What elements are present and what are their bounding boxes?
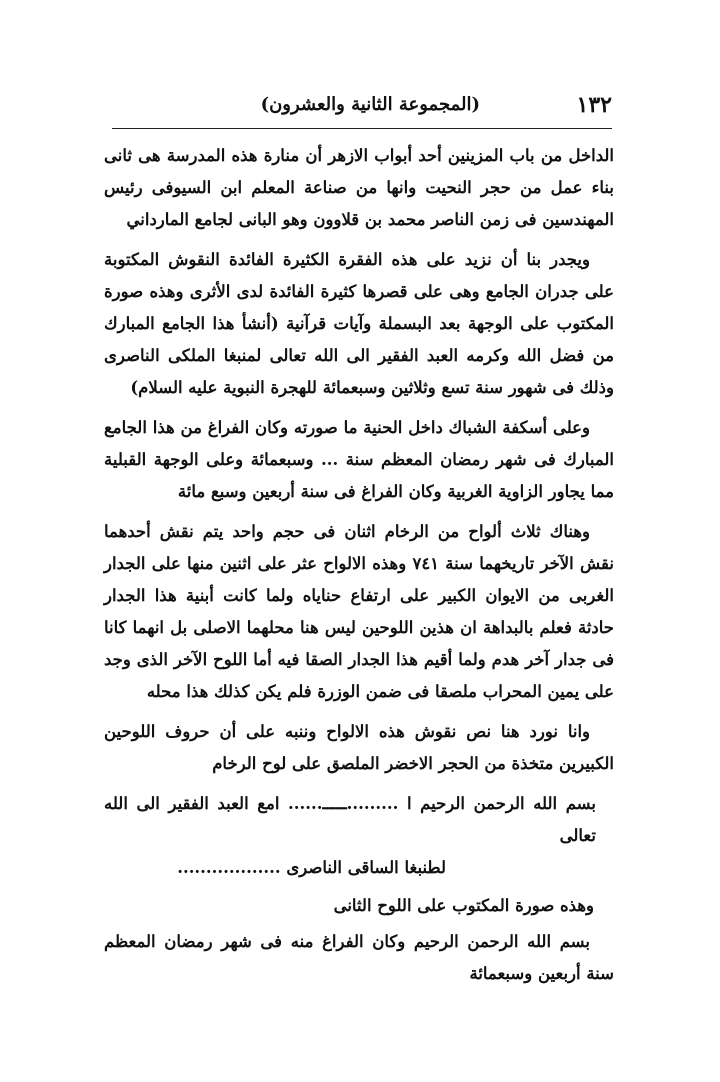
paragraph-5: وانا نورد هنا نص نقوش هذه الالواح وننبه على أن حروف اللوحين الكبيرين متخذة من الحجر الاخضر الملصق على لوح الرخام bbox=[104, 722, 614, 773]
paragraph-4: وهناك ثلاث ألواح من الرخام اثنان فى حجم واحد يتم نقش أحدهما نقش الآخر تاريخهما سنة ٧٤١ وهذه الالواح عثر على اثنين منها على الجدار الغربى من الايوان الكبير على ارتفاع حناياه ولما كانت أبنية هذا الجدار حادثة فعلم بالبداهة ان هذين اللوحين ليس هنا محلهما الاصلى بل انهما كانا فى جدار آخر هدم ولما أقيم هذا الجدار الصقا فيه أما اللوح الآخر الذى وجد على يمين المحراب ملصقا فى ضمن الوزرة فلم يكن كذلك هذا محله bbox=[104, 522, 614, 701]
paragraph-2: ويجدر بنا أن نزيد على هذه الفقرة الكثيرة الفائدة النقوش المكتوبة على جدران الجامع وهى على قصرها كثيرة الفائدة لدى الأثرى وهذه صورة المكتوب على الوجهة بعد البسملة وآيات قرآنية (أنشأ هذا الجامع المبارك من فضل الله وكرمه العبد الفقير الى الله تعالى لمنبغا الملكى الناصرى وذلك فى شهور سنة تسع وثلاثين وسبعمائة للهجرة النبوية عليه السلام) bbox=[104, 250, 614, 397]
inscription-first-line-2: لطنبغا الساقى الناصرى .................. bbox=[177, 858, 446, 877]
page-number: ١٣٢ bbox=[576, 92, 612, 118]
second-panel-heading: وهذه صورة المكتوب على اللوح الثانى bbox=[333, 896, 594, 915]
body-text bbox=[104, 140, 614, 998]
inscription-first-line-1: بسم الله الرحمن الرحيم ا .........ـــــ...... امع العبد الفقير الى الله تعالى bbox=[104, 794, 596, 845]
running-title: (المجموعة الثانية والعشرون) bbox=[260, 94, 480, 115]
page-header bbox=[112, 88, 612, 128]
paragraph-3: وعلى أسكفة الشباك داخل الحنية ما صورته وكان الفراغ من هذا الجامع المبارك فى شهر رمضان المعظم سنة ... وسبعمائة وعلى الوجهة القبلية مما يجاور الزاوية الغربية وكان الفراغ فى سنة أربعين وسبع مائة bbox=[104, 418, 614, 501]
inscription-first bbox=[104, 788, 614, 884]
inscription-second: بسم الله الرحمن الرحيم وكان الفراغ منه فى شهر رمضان المعظم سنة أربعين وسبعمائة bbox=[104, 932, 614, 983]
header-rule bbox=[112, 128, 612, 129]
paragraph-1: الداخل من باب المزينين أحد أبواب الازهر أن منارة هذه المدرسة هى ثانى بناء عمل من حجر النحيت وانها من صناعة المعلم ابن السيوفى رئيس المهندسين فى زمن الناصر محمد بن قلاوون وهو البانى لجامع المارداني bbox=[104, 146, 614, 229]
